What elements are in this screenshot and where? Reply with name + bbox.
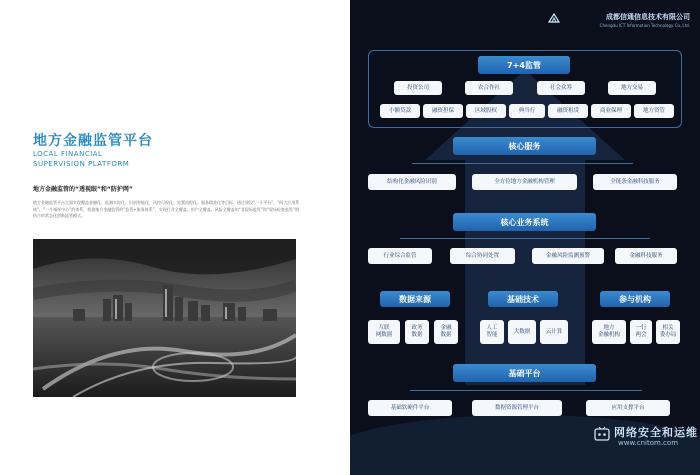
supervision-item: 农合作社: [465, 81, 513, 95]
base-platform-item: 应用支撑平台: [586, 400, 670, 416]
core-business-item: 金融科技服务: [615, 248, 677, 264]
supervision-item: 融资租赁: [548, 104, 588, 118]
company-logo-icon: [548, 13, 560, 23]
data-source-item: 金融 数据: [434, 320, 458, 344]
watermark-text-cn: 网络安全和运维: [614, 426, 698, 439]
core-business-title: 核心业务系统: [453, 213, 596, 231]
supervision-item: 小额贷款: [380, 104, 420, 118]
page-title-en-line2: SUPERVISION PLATFORM: [33, 160, 130, 168]
core-service-item: 全链条金融科技服务: [593, 174, 677, 190]
page-title: 地方金融监管平台: [33, 133, 153, 149]
data-source-item: 政务 数据: [405, 320, 429, 344]
participants-title: 参与机构: [600, 291, 670, 307]
connector-line: [400, 238, 650, 239]
connector-line: [410, 390, 642, 391]
supervision-item: 融资担保: [423, 104, 463, 118]
participant-item: 地方 金融机构: [592, 320, 626, 344]
supervision-item: 地方资管: [634, 104, 674, 118]
connector-line: [412, 163, 633, 164]
page-title-en-line1: LOCAL FINANCIAL: [33, 150, 103, 158]
core-service-item: 全方位地方金融机构管理: [472, 174, 577, 190]
supervision-title: 7+4监管: [478, 56, 570, 74]
company-name-en: Chengdu ICT Information Technology Co.,Ltd.: [599, 23, 690, 28]
supervision-item: 区域股权: [466, 104, 506, 118]
city-skyline-photo: [33, 239, 296, 397]
tv-robot-icon: [594, 426, 610, 442]
basic-tech-title: 基础技术: [488, 291, 558, 307]
core-business-item: 金融风险监测预警: [532, 248, 604, 264]
participant-item: 一行 两会: [630, 320, 652, 344]
watermark-url: www.cnitom.com: [618, 439, 679, 447]
supervision-item: 地方交易: [608, 81, 656, 95]
body-paragraph: 地方金融监管平台全面实现覆盖金融化、监测实时化、识别智能化、风控可视化、处置流程化、服务精准化等目标，通过建设“一个平台”、“四大应用系统”、“一个指挥中心”的体系，构建地方金融监管的“监管+服务体系”，实现行业全覆盖、用户全覆盖、风险全覆盖的“非现场监管”和“现场检查监管”相结合的常态化创新监管模式。: [33, 200, 300, 218]
data-source-item: 互联 网数据: [368, 320, 400, 344]
basic-tech-item: 大数据: [508, 320, 536, 344]
core-service-item: 结构化金融风险识别: [368, 174, 456, 190]
base-platform-item: 数据资源管理平台: [472, 400, 562, 416]
core-business-item: 行业综合监管: [368, 248, 432, 264]
supervision-item: 社会众筹: [537, 81, 585, 95]
base-platform-title: 基础平台: [453, 364, 596, 382]
supervision-item: 投资公司: [394, 81, 442, 95]
company-logo: [580, 12, 690, 28]
supervision-item: 商业保理: [591, 104, 631, 118]
right-page: [350, 0, 700, 475]
core-business-item: 综合协同处置: [450, 248, 515, 264]
participant-item: 相关 委办局: [656, 320, 680, 344]
page-subtitle: 地方金融监管的“透视眼”和“防护网”: [33, 186, 133, 193]
basic-tech-item: 人工 智能: [480, 320, 504, 344]
basic-tech-item: 云计算: [540, 320, 568, 344]
company-name-cn: 成都信通信息技术有限公司: [606, 13, 690, 21]
core-services-title: 核心服务: [453, 137, 596, 155]
base-platform-item: 基础软硬件平台: [368, 400, 452, 416]
watermark: [592, 424, 696, 454]
data-source-title: 数据来源: [380, 291, 450, 307]
supervision-item: 典当行: [509, 104, 545, 118]
